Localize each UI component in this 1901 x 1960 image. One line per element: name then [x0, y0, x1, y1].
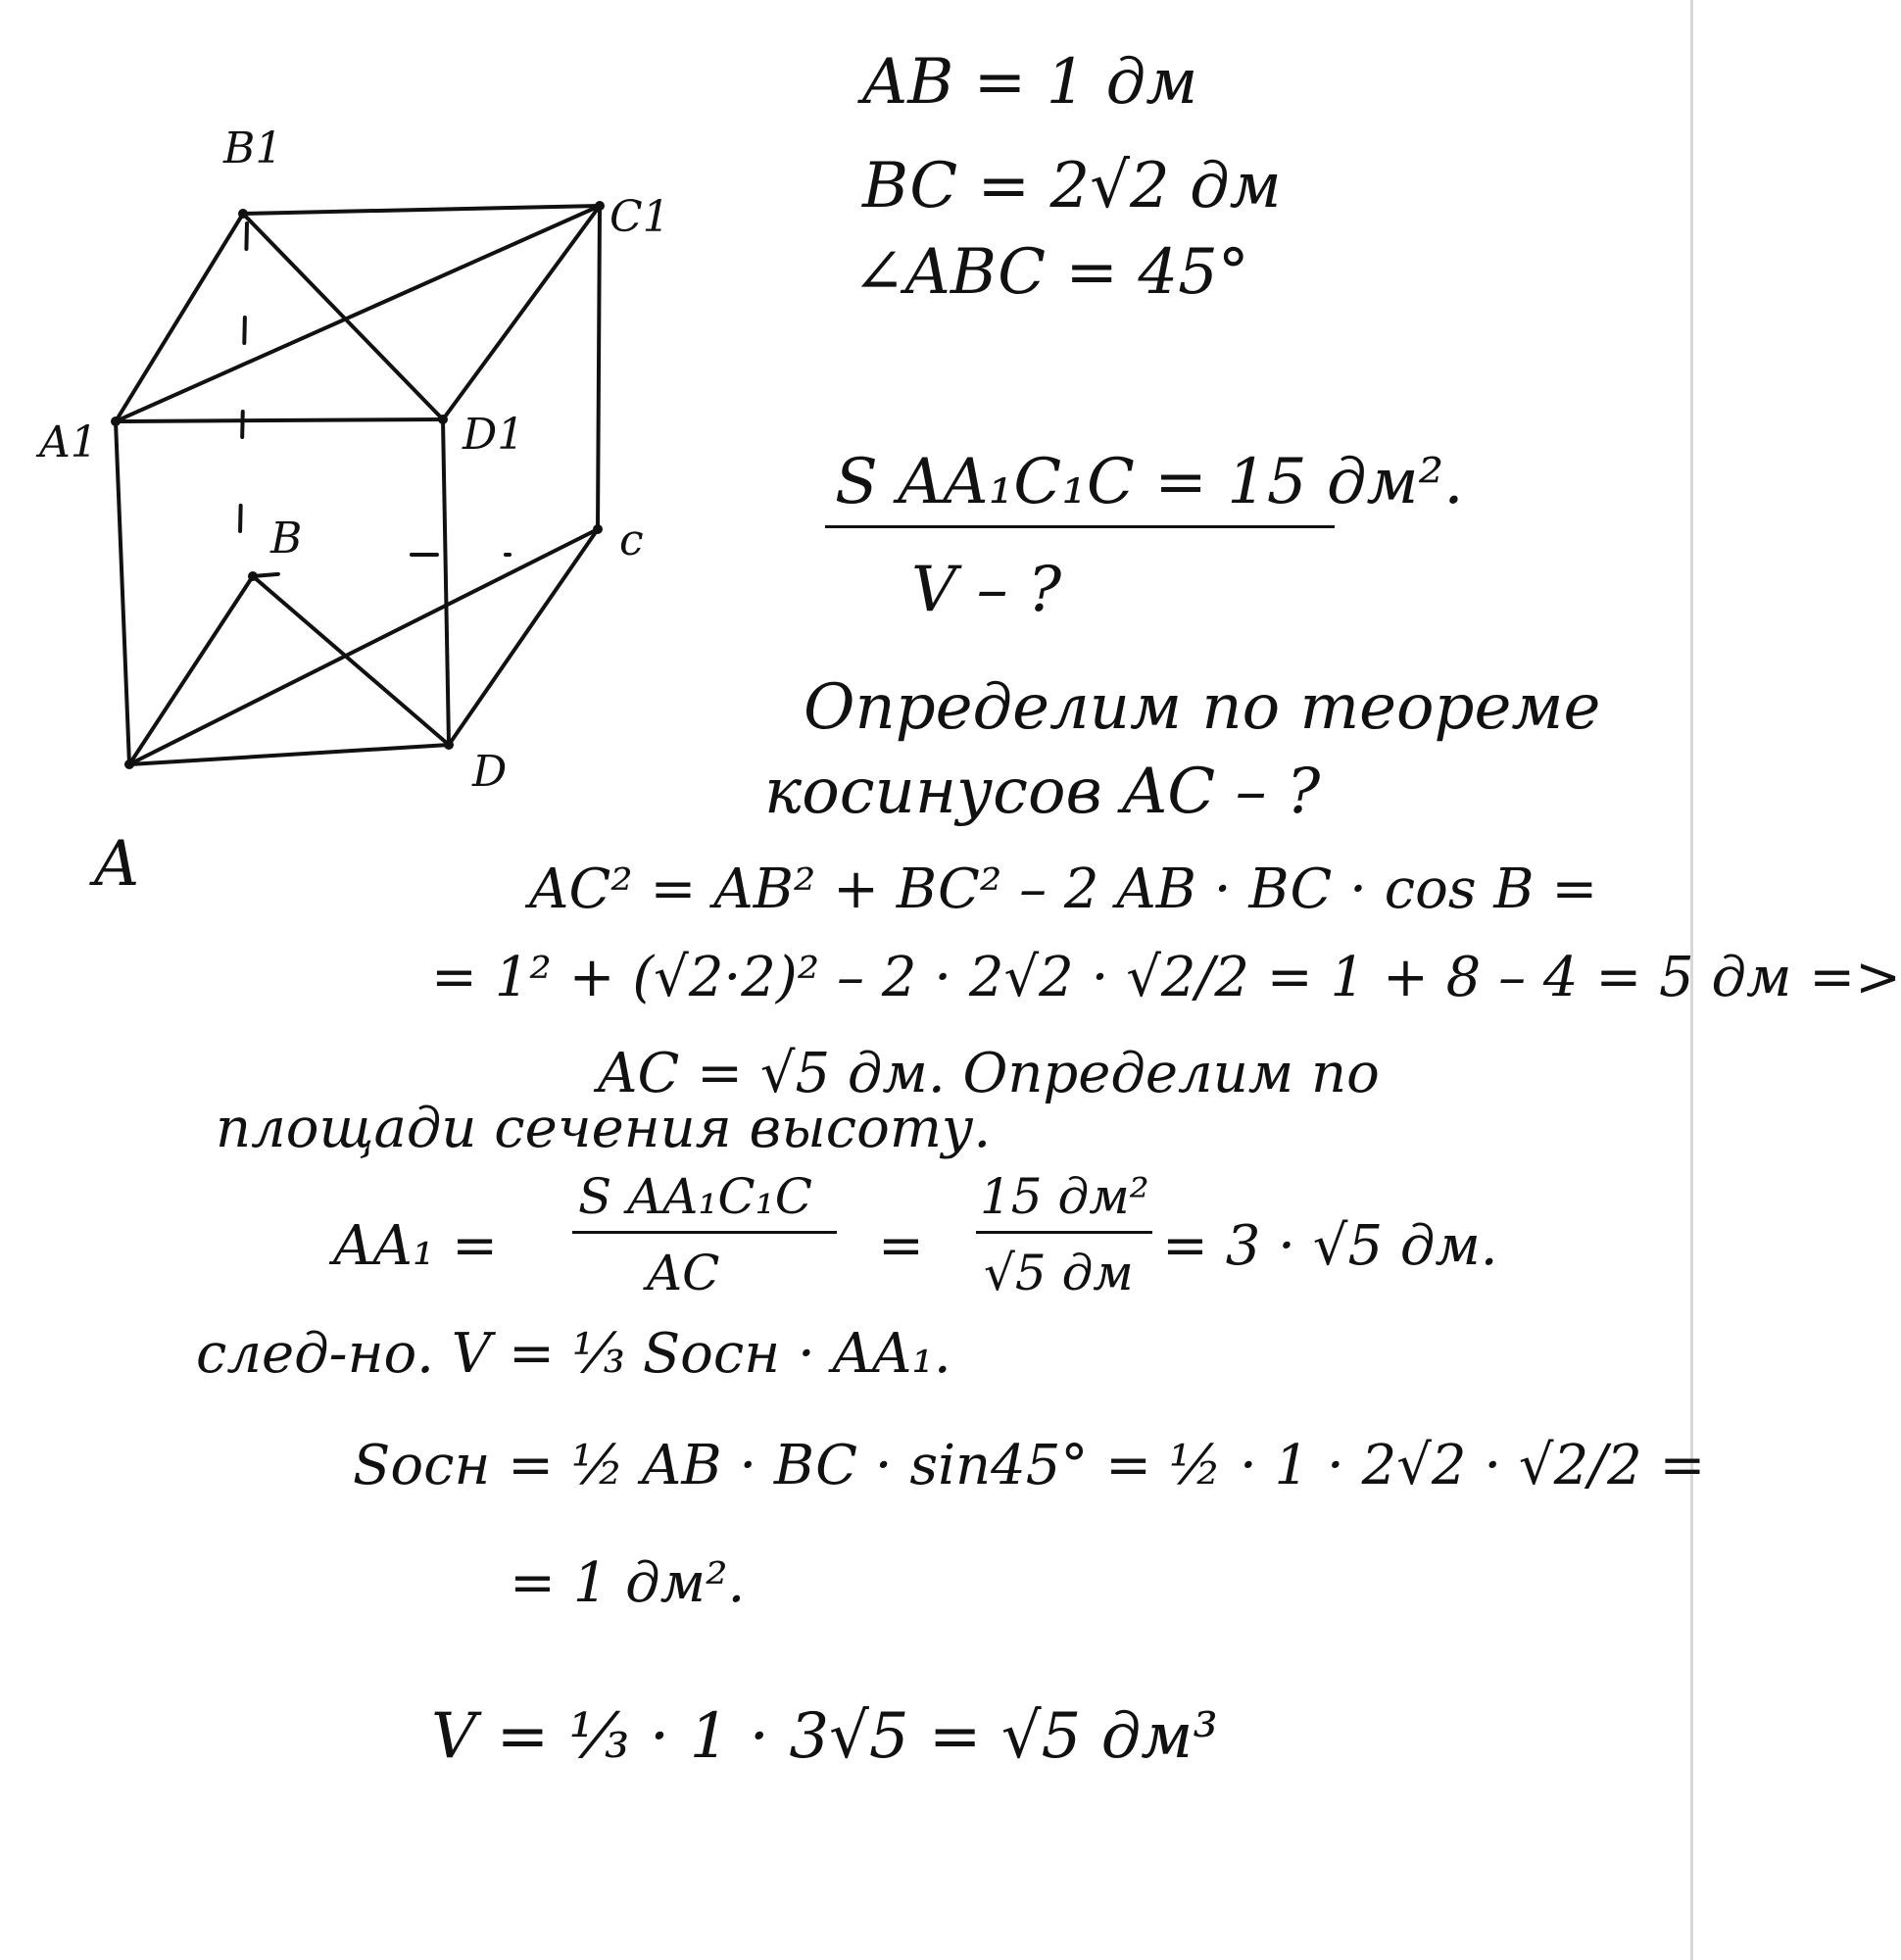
diag-a1-c1 [116, 206, 600, 421]
given-angle: ∠ABC = 45° [853, 236, 1249, 309]
cos-law-substitution: = 1² + (√2·2)² – 2 · 2√2 · √2/2 = 1 + 8 – 4 = 5 дм => [431, 946, 1901, 1009]
label-c: c [619, 515, 644, 565]
edge-d-c [449, 529, 598, 745]
edge-a1-d1 [116, 419, 443, 421]
aa1-numerator-2: 15 дм² [980, 1168, 1149, 1225]
label-a: A [94, 828, 140, 901]
height-intro: площади сечения высоту. [216, 1097, 992, 1160]
given-divider [825, 525, 1335, 528]
label-b1: B1 [223, 123, 283, 173]
given-area: S AA₁C₁C = 15 дм². [835, 446, 1464, 518]
edge-b1-a1 [116, 214, 243, 421]
label-d1: D1 [463, 410, 525, 460]
base-area: Sосн = ½ AB · BC · sin45° = ½ · 1 · 2√2 · √2/2 = [353, 1434, 1706, 1497]
hidden-edge-b-c [253, 570, 323, 576]
label-c1: C1 [609, 192, 670, 242]
aa1-fraction-bar [572, 1231, 837, 1234]
hidden-edge-b-b1 [239, 223, 247, 578]
edge-c-c1 [598, 206, 600, 529]
solution-intro-1: Определим по теореме [804, 671, 1601, 744]
edge-a-d [129, 745, 449, 764]
label-a1: A1 [39, 417, 98, 467]
aa1-equals: = [878, 1214, 924, 1278]
edge-b1-c1 [243, 206, 600, 214]
base-area-result: = 1 дм². [510, 1551, 746, 1615]
given-bc: BC = 2√2 дм [862, 150, 1282, 222]
label-d: D [472, 747, 508, 797]
ac-result: AC = √5 дм. Определим по [598, 1042, 1380, 1105]
diag-b-d [253, 576, 449, 745]
given-ab: AB = 1 дм [862, 46, 1198, 119]
edge-c1-d1 [443, 206, 600, 419]
find-volume: V – ? [911, 554, 1062, 626]
edge-d-d1 [443, 419, 449, 745]
diag-a-c [129, 529, 598, 764]
aa1-result: = 3 · √5 дм. [1162, 1214, 1498, 1278]
cos-law-formula: AC² = AB² + BC² – 2 AB · BC · cos B = [529, 858, 1598, 921]
diag-b1-d1 [243, 214, 443, 419]
aa1-denominator: AC [647, 1245, 720, 1301]
edge-a-b [129, 576, 253, 764]
aa1-fraction-bar-2 [976, 1231, 1152, 1234]
solution-intro-2: косинусов AC – ? [764, 756, 1321, 828]
final-volume: V = ⅓ · 1 · 3√5 = √5 дм³ [431, 1700, 1218, 1773]
aa1-lhs: AA₁ = [333, 1214, 499, 1278]
aa1-numerator: S AA₁C₁C [578, 1168, 812, 1225]
edge-a-a1 [116, 421, 129, 764]
volume-formula: след-но. V = ⅓ Sосн · AA₁. [196, 1322, 951, 1386]
parallelepiped-figure [0, 0, 686, 804]
label-b: B [270, 514, 303, 564]
aa1-denominator-2: √5 дм [984, 1245, 1134, 1301]
